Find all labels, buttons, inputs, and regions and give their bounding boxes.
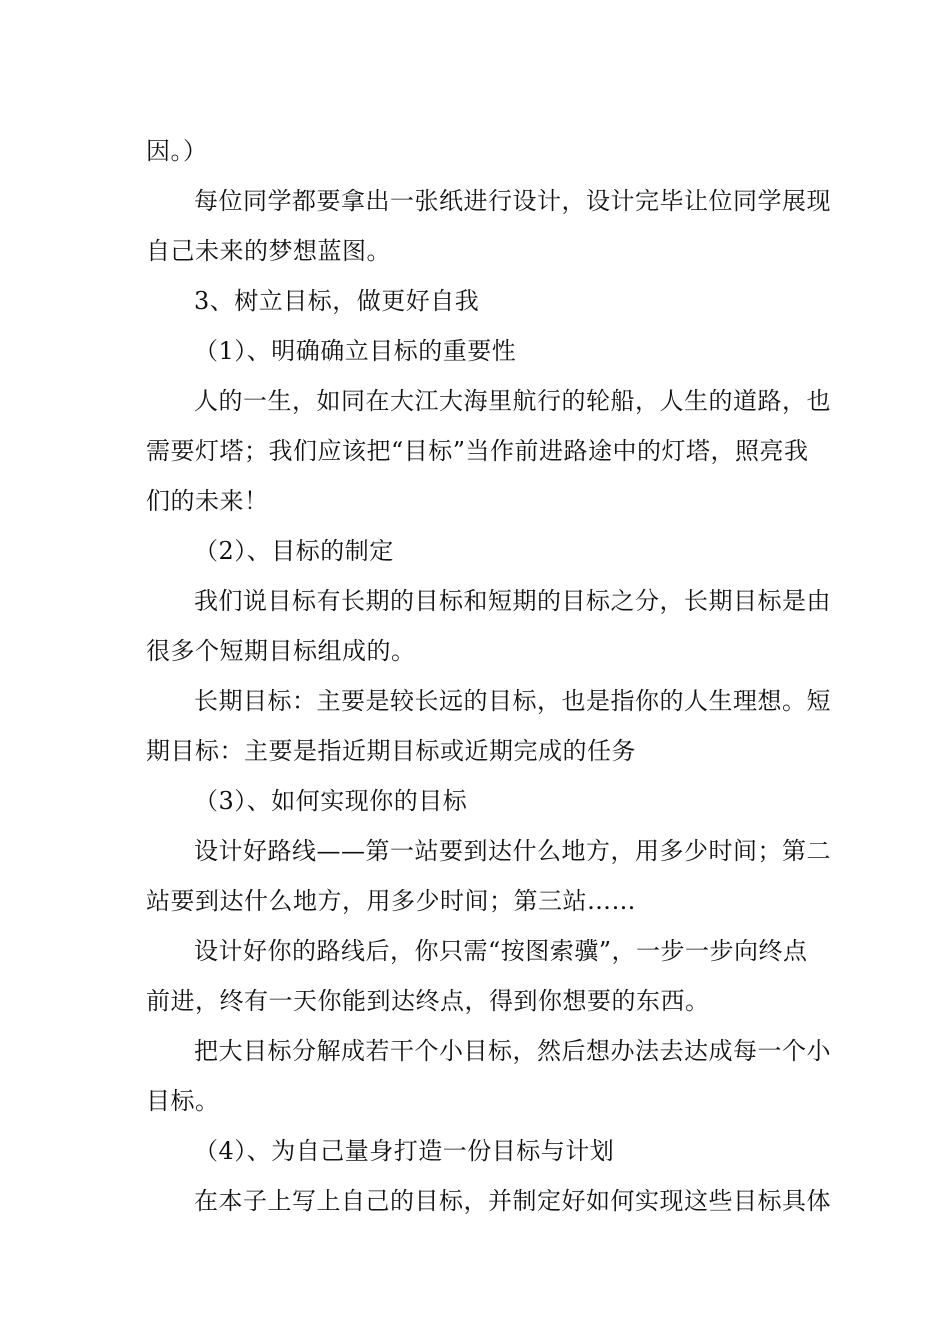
text-line: 站要到达什么地方，用多少时间；第三站…… [146, 887, 636, 915]
subsection-heading: （4）、为自己量身打造一份目标与计划 [194, 1137, 615, 1165]
text-line: 把大目标分解成若干个小目标，然后想办法去达成每一个小 [194, 1037, 831, 1065]
text-line: 期目标：主要是指近期目标或近期完成的任务 [146, 737, 636, 765]
text-line: 人的一生，如同在大江大海里航行的轮船，人生的道路，也 [194, 387, 831, 415]
text-line: 在本子上写上自己的目标，并制定好如何实现这些目标具体 [194, 1187, 831, 1215]
text-line: 需要灯塔；我们应该把“目标”当作前进路途中的灯塔，照亮我 [146, 437, 809, 465]
subsection-heading: （1）、明确确立目标的重要性 [194, 337, 517, 365]
text-line: 我们说目标有长期的目标和短期的目标之分，长期目标是由 [194, 587, 831, 615]
section-heading: 3、树立目标，做更好自我 [194, 287, 480, 315]
text-line: 自己未来的梦想蓝图。 [146, 237, 391, 265]
text-line: 们的未来！ [146, 487, 269, 515]
text-line: 因。） [146, 137, 208, 165]
text-line: 目标。 [146, 1087, 220, 1115]
text-line: 长期目标：主要是较长远的目标，也是指你的人生理想。短 [194, 687, 831, 715]
text-line: 每位同学都要拿出一张纸进行设计，设计完毕让位同学展现 [194, 187, 831, 215]
text-line: 很多个短期目标组成的。 [146, 637, 416, 665]
text-line: 设计好你的路线后，你只需“按图索骥”，一步一步向终点 [194, 937, 808, 965]
text-line: 设计好路线——第一站要到达什么地方，用多少时间；第二 [194, 837, 831, 865]
subsection-heading: （3）、如何实现你的目标 [194, 787, 468, 815]
subsection-heading: （2）、目标的制定 [194, 537, 394, 565]
text-line: 前进，终有一天你能到达终点，得到你想要的东西。 [146, 987, 710, 1015]
